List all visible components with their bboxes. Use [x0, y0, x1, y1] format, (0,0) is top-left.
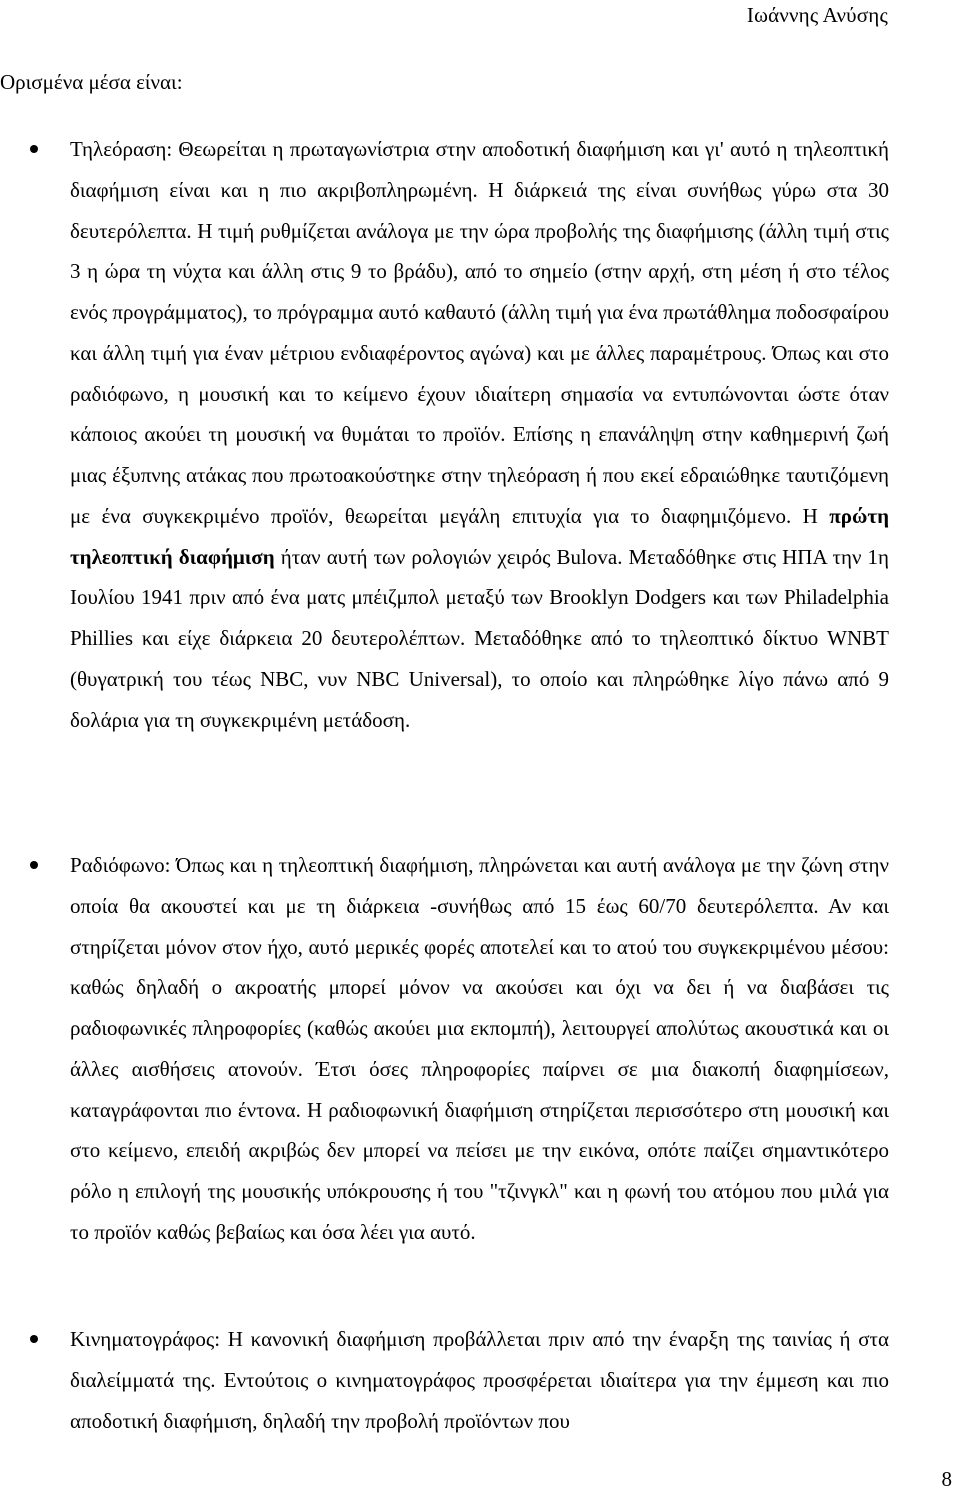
list-item-text: Θεωρείται η πρωταγωνίστρια στην αποδοτική διαφήμιση και γι' αυτό η τηλεοπτική διαφήμιση είναι και η πιο ακριβοπληρωμένη. Η διάρκειά της είναι συνήθως γύρω στα 30 δευτερόλεπτα. Η τιμή ρυθμίζεται ανάλογα με την ώρα προβολής της διαφήμισης (άλλη τιμή στις 3 η ώρα τη νύχτα και άλλη στις 9 το βράδυ), από το σημείο (στην αρχή, στη μέση ή στο τέλος ενός προγράμματος), το πρόγραμμα αυτό καθαυτό (άλλη τιμή για ένα πρωτάθλημα ποδοσφαίρου και άλλη τιμή για έναν μέτριου ενδιαφέροντος αγώνα) και με άλλες παραμέτρους. Όπως και στο ραδιόφωνο, η μουσική και το κείμενο έχουν ιδιαίτερη σημασία να εντυπώνονται ώστε όταν κάποιος ακούει τη μουσική να θυμάται το προϊόν. Επίσης η επανάληψη στην καθημερινή ζωή μιας έξυπνης ατάκας που πρωτοακούστηκε στην τηλεόραση ή που εκεί εδραιώθηκε ταυτιζόμενη με ένα συγκεκριμένο προϊόν, θεωρείται μεγάλη επιτυχία για το διαφημιζόμενο. Η [70, 137, 889, 528]
list-item-text-continued: ήταν αυτή των ρολογιών χειρός Bulova. Μεταδόθηκε στις ΗΠΑ την 1η Ιουλίου 1941 πριν από ένα ματς μπέιζμπολ μεταξύ των Brooklyn Dodgers και των Philadelphia Phillies και είχε διάρκεια 20 δευτερολέπτων. Μεταδόθηκε από το τηλεοπτικό δίκτυο WNBT (θυγατρική του τέως NBC, νυν NBC Universal), το οποίο και πληρώθηκε λίγο πάνω από 9 δολάρια για τη συγκεκριμένη μετάδοση. [70, 544, 889, 732]
bullet-icon [30, 1335, 38, 1343]
intro-line: Ορισμένα μέσα είναι: [0, 70, 183, 94]
list-item-label: Ραδιόφωνο: [70, 853, 171, 877]
list-item-radio [70, 845, 889, 1253]
bullet-icon [30, 145, 38, 153]
list-item-text: Όπως και η τηλεοπτική διαφήμιση, πληρώνεται και αυτή ανάλογα με την ζώνη στην οποία θα ακουστεί και με τη διάρκεια -συνήθως από 15 έως 60/70 δευτερόλεπτα. Αν και στηρίζεται μόνον στον ήχο, αυτό μερικές φορές αποτελεί και το ατού του συγκεκριμένου μέσου: καθώς δηλαδή ο ακροατής μπορεί μόνον να ακούσει και όχι να δει ή να διαβάσει τις ραδιοφωνικές πληροφορίες (καθώς ακούει μια εκπομπή), λειτουργεί απολύτως ακουστικά και οι άλλες αισθήσεις ατονούν. Έτσι όσες πληροφορίες παίρνει σε μια διακοπή διαφημίσεων, καταγράφονται πιο έντονα. Η ραδιοφωνική διαφήμιση στηρίζεται περισσότερο στη μουσική και στο κείμενο, επειδή ακριβώς δεν μπορεί να πείσει με την εικόνα, οπότε παίζει σημαντικότερο ρόλο η επιλογή της μουσικής υπόκρουσης ή του "τζινγκλ" και η φωνή του ατόμου που μιλά για το προϊόν καθώς βεβαίως και όσα λέει για αυτό. [70, 853, 889, 1244]
bold-phrase: πρώτη τηλεοπτική διαφήμιση [70, 503, 889, 569]
list-item-label: Τηλεόραση: [70, 137, 173, 161]
list-item-television [70, 129, 889, 740]
list-item-text: Η κανονική διαφήμιση προβάλλεται πριν από την έναρξη της ταινίας ή στα διαλείμματά της. Εντούτοις ο κινηματογράφος προσφέρεται ιδιαίτερα για την έμμεση και πιο αποδοτική διαφήμιση, δηλαδή την προβολή προϊόντων που [70, 1327, 889, 1433]
bullet-icon [30, 861, 38, 869]
page-number: 8 [941, 1467, 952, 1491]
list-item-label: Κινηματογράφος: [70, 1327, 221, 1351]
list-item-cinema [70, 1319, 889, 1441]
header-author: Ιωάννης Ανύσης [746, 3, 888, 27]
